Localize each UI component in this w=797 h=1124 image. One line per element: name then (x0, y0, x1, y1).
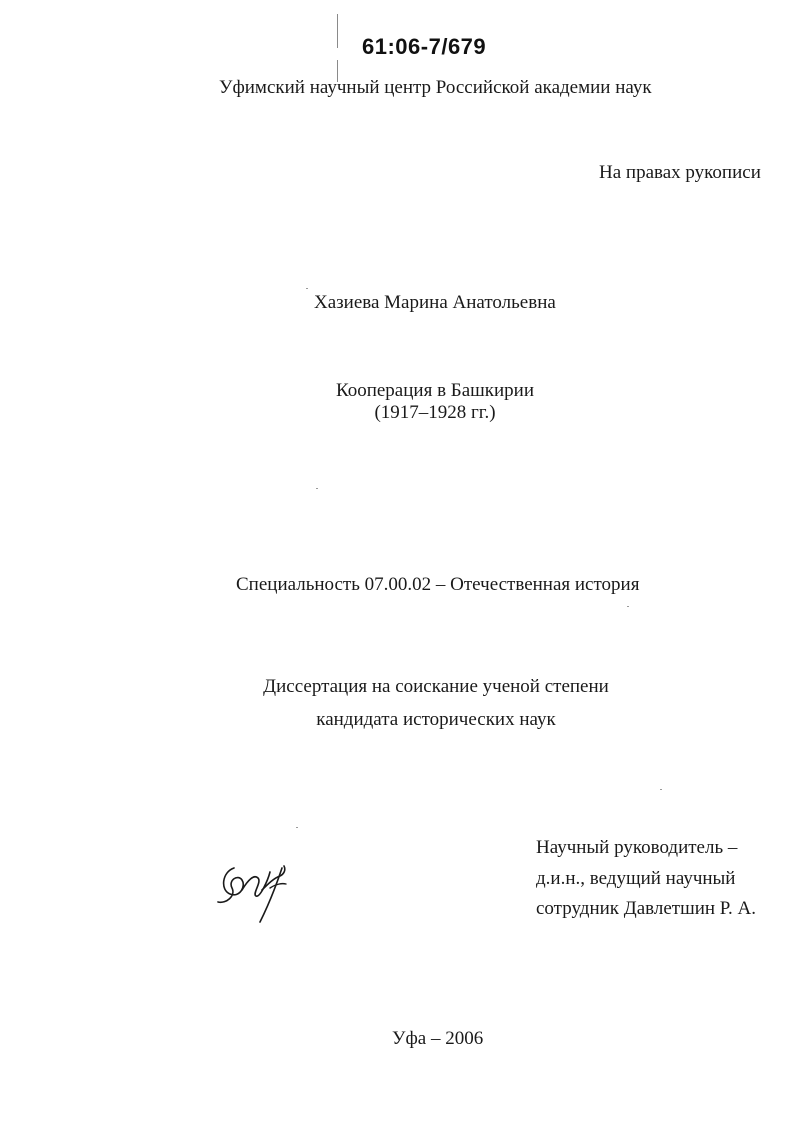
supervisor-line: д.и.н., ведущий научный (536, 867, 736, 889)
author-name: Хазиева Марина Анатольевна (314, 292, 556, 313)
scan-speck (627, 606, 629, 607)
dissertation-title-years: (1917–1928 гг.) (374, 402, 496, 423)
author-signature (212, 850, 302, 930)
scan-speck (316, 488, 318, 489)
place-and-year: Уфа – 2006 (392, 1028, 484, 1049)
dissertation-title (300, 380, 570, 424)
scan-speck (306, 288, 308, 289)
supervisor-line: сотрудник Давлетшин Р. А. (536, 898, 756, 919)
supervisor-line: Научный руководитель – (536, 837, 738, 858)
supervisor-block (536, 833, 756, 925)
scan-mark-line (337, 14, 338, 48)
rights-note: На правах рукописи (599, 162, 761, 183)
specialty: Специальность 07.00.02 – Отечественная история (236, 574, 640, 595)
dissertation-title-line: Кооперация в Башкирии (335, 380, 534, 401)
degree-line: Диссертация на соискание ученой степени (263, 676, 609, 697)
library-stamp-code: 61:06-7/679 (362, 34, 487, 59)
degree-statement (236, 670, 636, 736)
institution-name: Уфимский научный центр Российской академии наук (219, 77, 652, 98)
scan-speck (660, 789, 662, 790)
degree-line: кандидата исторических наук (316, 709, 556, 730)
scan-speck (296, 827, 298, 828)
